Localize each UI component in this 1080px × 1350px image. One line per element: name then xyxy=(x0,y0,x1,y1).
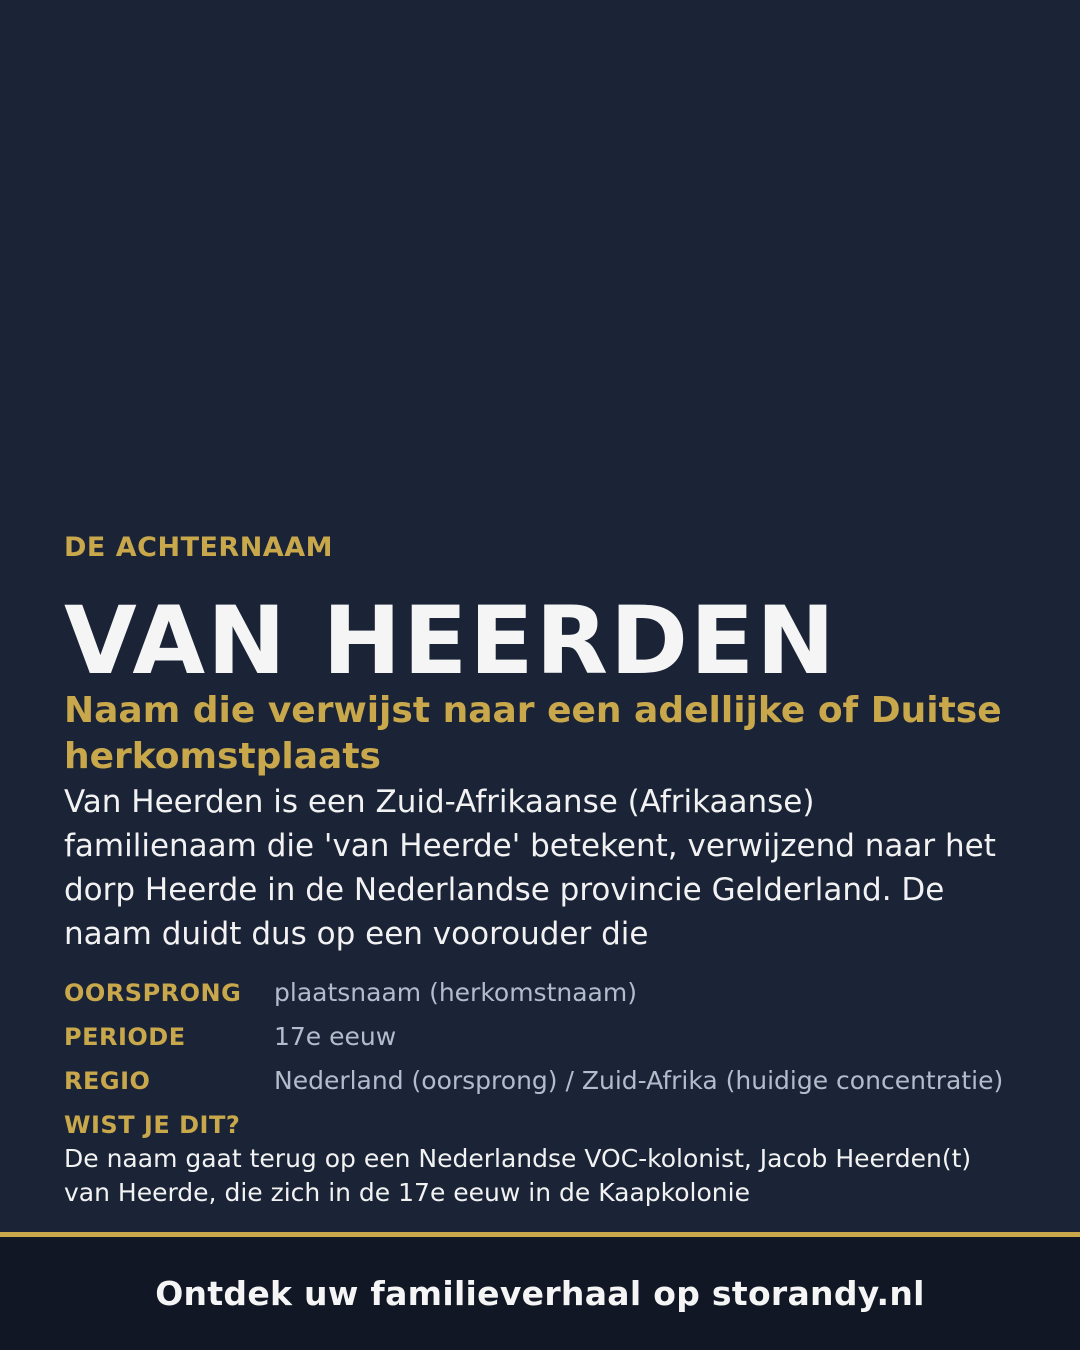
fact-value: plaatsnaam (herkomstnaam) xyxy=(274,978,637,1007)
fact-label: REGIO xyxy=(64,1067,151,1095)
fact-row-period xyxy=(64,1022,1016,1052)
fact-value: Nederland (oorsprong) / Zuid-Afrika (huidige concentratie) xyxy=(274,1066,1004,1095)
facts-list xyxy=(64,978,1016,1096)
footer-cta: Ontdek uw familieverhaal op storandy.nl xyxy=(155,1274,925,1313)
footer-banner xyxy=(0,1232,1080,1350)
fact-label: OORSPRONG xyxy=(64,979,242,1007)
trivia-title: WIST JE DIT? xyxy=(64,1111,241,1139)
surname-description: Van Heerden is een Zuid-Afrikaanse (Afrikaanse) familienaam die 'van Heerde' betekent, verwijzend naar het dorp Heerde in de Nederlandse provincie Gelderland. De naam duidt dus op een voorouder die xyxy=(64,784,996,952)
fact-row-origin xyxy=(64,978,1016,1008)
fact-row-region xyxy=(64,1066,1016,1096)
trivia-text: De naam gaat terug op een Nederlandse VOC-kolonist, Jacob Heerden(t) van Heerde, die zich in de 17e eeuw in de Kaapkolonie xyxy=(64,1144,972,1207)
surname-subtitle: Naam die verwijst naar een adellijke of Duitse herkomstplaats xyxy=(64,690,1002,777)
fact-label: PERIODE xyxy=(64,1023,186,1051)
surname-card xyxy=(64,530,1016,1210)
eyebrow-label: DE ACHTERNAAM xyxy=(64,532,333,563)
fact-value: 17e eeuw xyxy=(274,1022,397,1051)
surname-title: VAN HEERDEN xyxy=(64,587,837,696)
